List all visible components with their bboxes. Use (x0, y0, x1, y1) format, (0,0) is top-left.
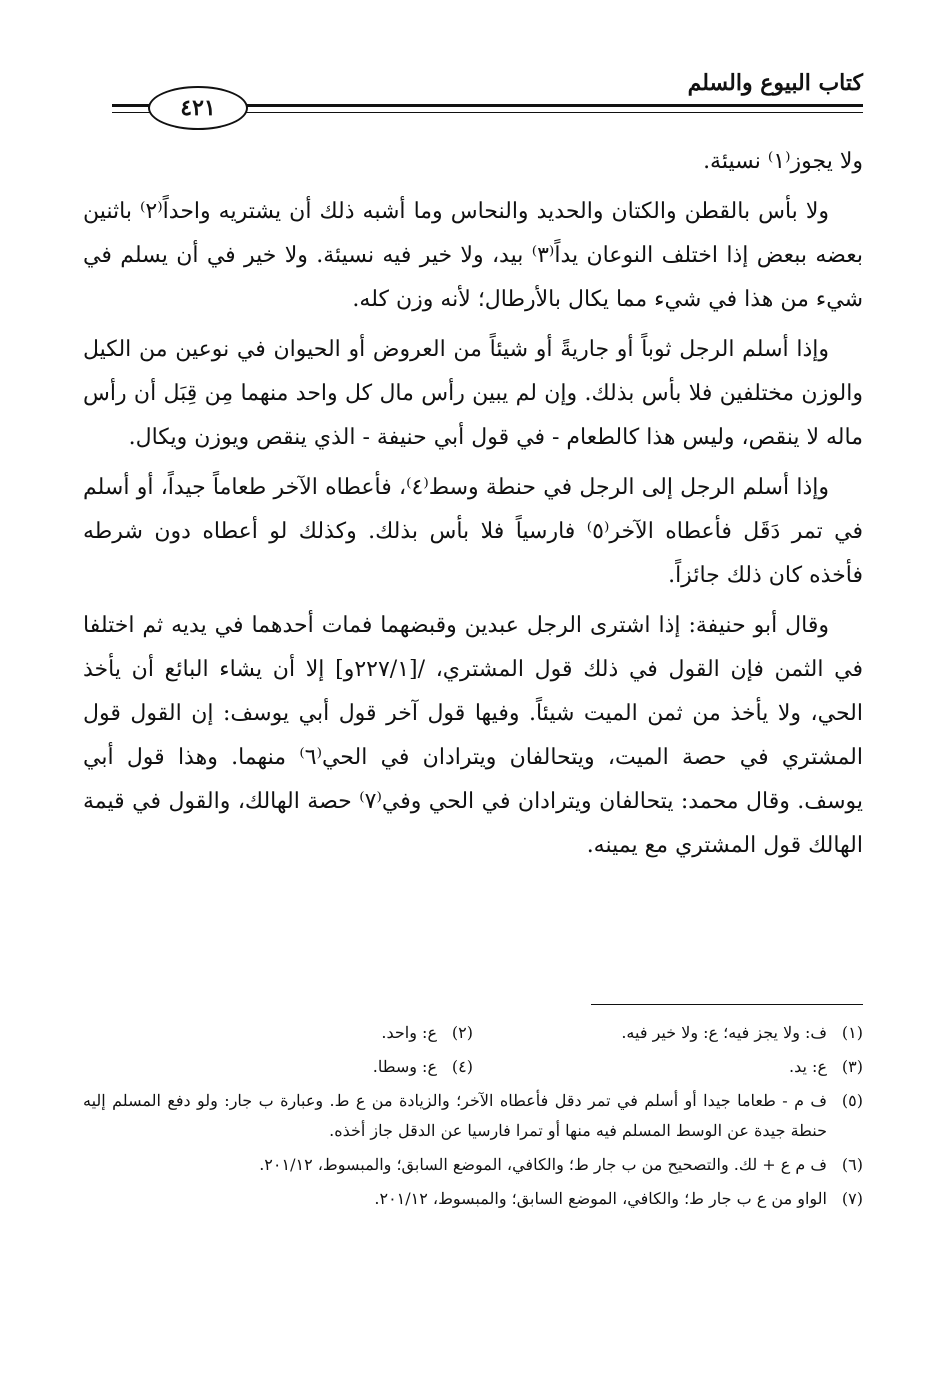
footnote (473, 1018, 863, 1048)
footnote-text: ف: ولا يجز فيه؛ ع: ولا خير فيه. (621, 1023, 827, 1042)
footnote-text: ع: يد. (789, 1057, 827, 1076)
footnote (83, 1018, 473, 1048)
paragraph: ولا يجوز⁽١⁾ نسيئة. (703, 149, 863, 174)
footnote-number: (٧) (841, 1189, 863, 1208)
footnote (83, 1150, 863, 1180)
paragraph: وقال أبو حنيفة: إذا اشترى الرجل عبدين وقبضهما فمات أحدهما في يديه ثم اختلفا في الثمن فإن القول في ذلك قول المشتري، /[٢٢٧/١و] إلا أن يشاء البائع أن يأخذ الحي، ولا يأخذ من ثمن الميت شيئاً. وفيها قول آخر قول أبي يوسف: إن القول قول المشتري في حصة الميت، ويتحالفان ويترادان في الحي⁽٦⁾ منهما. وهذا قول أبي يوسف. وقال محمد: يتحالفان ويترادان في الحي وفي⁽٧⁾ حصة الهالك، والقول في قيمة الهالك قول المشتري مع يمينه. (83, 613, 864, 858)
footnote-text: ف م ع + لك. والتصحيح من ب جار ط؛ والكافي، الموضع السابق؛ والمبسوط، ٢٠١/١٢. (259, 1155, 827, 1174)
footnote-text: ع: وسطا. (372, 1057, 437, 1076)
footnote-row (83, 1018, 863, 1048)
paragraph: وإذا أسلم الرجل إلى الرجل في حنطة وسط⁽٤⁾، فأعطاه الآخر طعاماً جيداً، أو أسلم في تمر دَقَل فأعطاه الآخر⁽٥⁾ فارسياً فلا بأس بذلك. وكذلك لو أعطاه دون شرطه فأخذه كان ذلك جائزاً. (83, 475, 863, 588)
footnote (83, 1086, 863, 1146)
page-number: ٤٢١ (148, 86, 248, 130)
footnote-separator (591, 1004, 863, 1005)
footnote-number: (٦) (841, 1155, 863, 1174)
footnote-number: (٤) (451, 1057, 473, 1076)
footnote-text: ع: واحد. (381, 1023, 437, 1042)
footnote-number: (٥) (841, 1091, 863, 1110)
footnote-number: (٣) (841, 1057, 863, 1076)
paragraph: ولا بأس بالقطن والكتان والحديد والنحاس وما أشبه ذلك أن يشتريه واحداً⁽٢⁾ باثنين بعضه ببعض إذا اختلف النوعان يداً⁽٣⁾ بيد، ولا خير فيه نسيئة. ولا خير في أن يسلم في شيء من هذا في شيء مما يكال بالأرطال؛ لأنه وزن كله. (83, 199, 863, 312)
footnote-number: (١) (841, 1023, 863, 1042)
footnote (83, 1184, 863, 1214)
footnote (83, 1052, 473, 1082)
footnote (473, 1052, 863, 1082)
footnote-number: (٢) (451, 1023, 473, 1042)
running-title: كتاب البيوع والسلم (687, 70, 863, 96)
footnotes (83, 1018, 863, 1218)
footnote-text: الواو من ع ب جار ط؛ والكافي، الموضع السابق؛ والمبسوط، ٢٠١/١٢. (374, 1189, 827, 1208)
footnote-text: ف م - طعاما جيدا أو أسلم في تمر دقل فأعطاه الآخر؛ والزيادة من ع ط. وعبارة ب جار: ولو دفع المسلم إليه حنطة جيدة عن الوسط المسلم فيه منها أو تمرا فارسيا عن الدقل جاز أخذه. (83, 1091, 827, 1140)
paragraph: وإذا أسلم الرجل ثوباً أو جاريةً أو شيئاً من العروض أو الحيوان في نوعين من الكيل والوزن مختلفين فلا بأس بذلك. وإن لم يبين رأس مال كل واحد منهما مِن قِبَل أن رأس ماله لا ينقص، وليس هذا كالطعام - في قول أبي حنيفة - الذي ينقص ويوزن ويكال. (83, 337, 863, 450)
footnote-row (83, 1052, 863, 1082)
main-text (83, 140, 863, 874)
